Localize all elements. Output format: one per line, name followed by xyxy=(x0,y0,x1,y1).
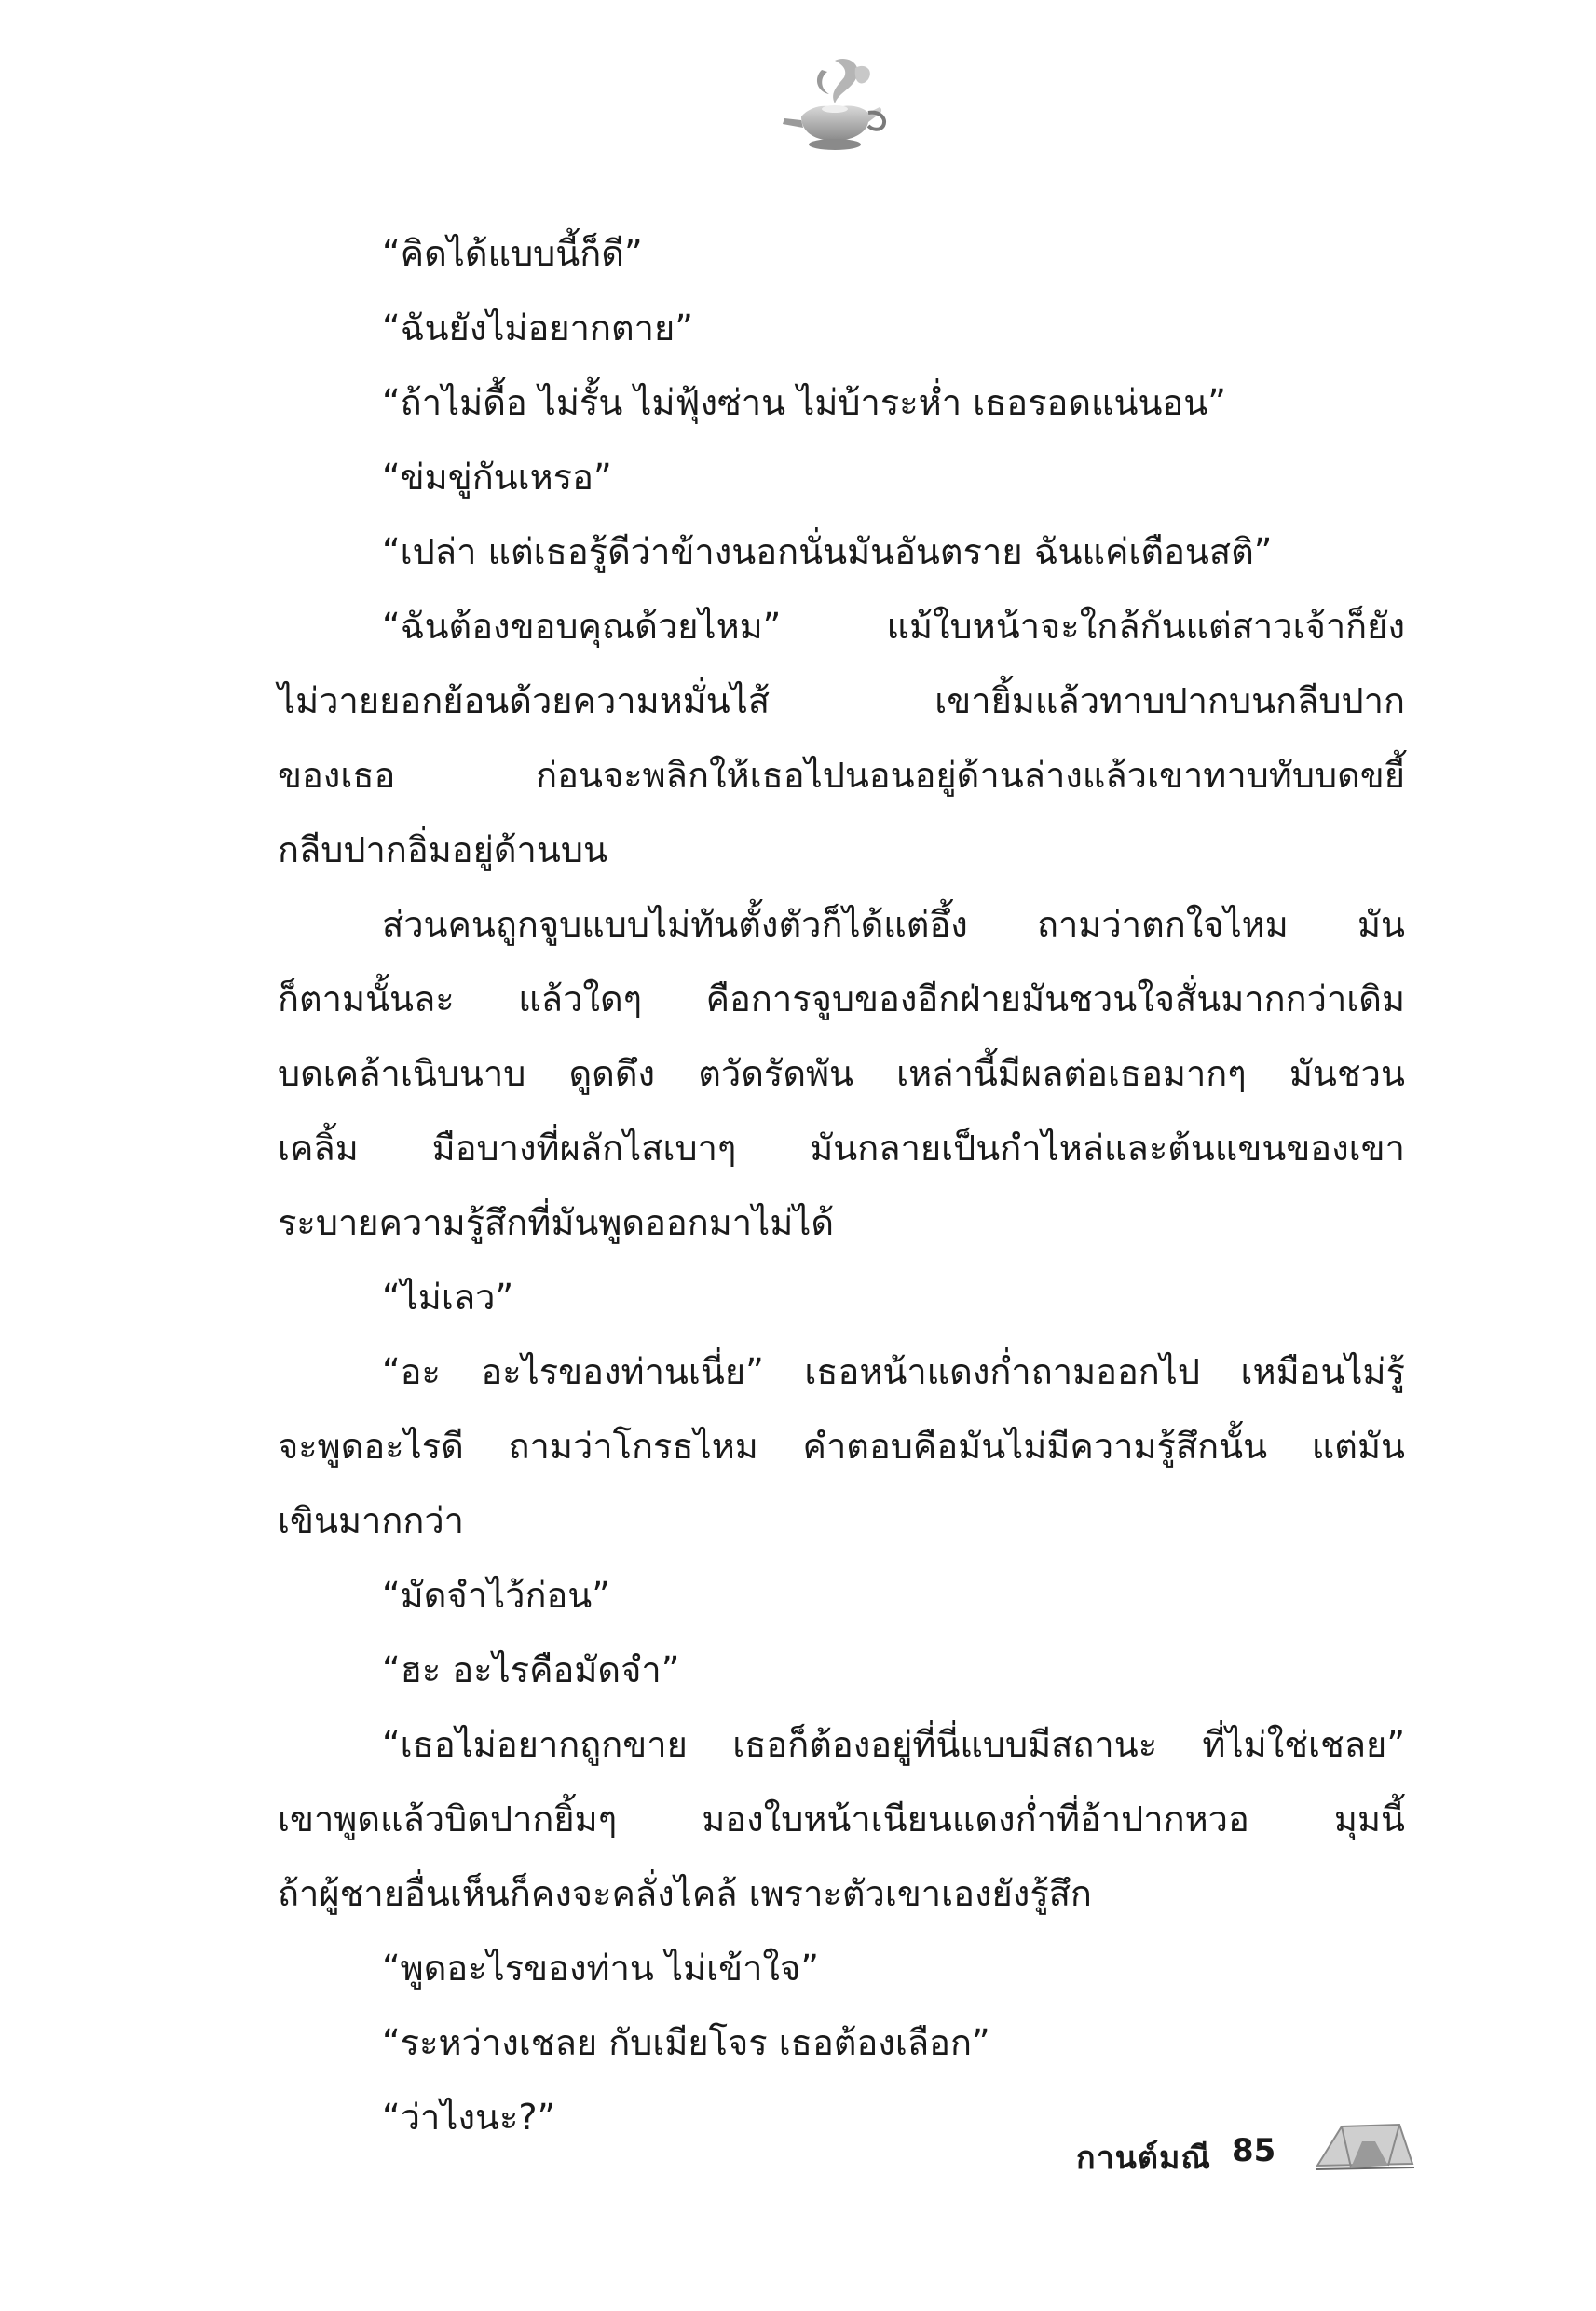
page-number: 85 xyxy=(1232,2132,1276,2169)
text-line: “มัดจำไว้ก่อน” xyxy=(382,1575,610,1616)
paragraph xyxy=(278,589,1405,887)
text-line: ก็ตามนั้นละ แล้วใดๆ คือการจูบของอีกฝ่ายมันชวนใจสั่นมากกว่าเดิม xyxy=(278,978,1405,1019)
paragraph xyxy=(278,365,1405,440)
text-line: “อะ อะไรของท่านเนี่ย” เธอหน้าแดงก่ำถามออกไป เหมือนไม่รู้ xyxy=(382,1351,1405,1392)
paragraph xyxy=(278,2005,1405,2080)
text-line: “ฉันยังไม่อยากตาย” xyxy=(382,308,693,349)
text-line: “ระหว่างเชลย กับเมียโจร เธอต้องเลือก” xyxy=(382,2022,990,2063)
text-line: กลีบปากอิ่มอยู่ด้านบน xyxy=(278,829,607,870)
text-line: ส่วนคนถูกจูบแบบไม่ทันตั้งตัวก็ได้แต่อึ้ง ถามว่าตกใจไหม มัน xyxy=(382,904,1405,945)
paragraph xyxy=(278,1260,1405,1334)
text-line: ถ้าผู้ชายอื่นเห็นก็คงจะคลั่งไคล้ เพราะตัวเขาเองยังรู้สึก xyxy=(278,1873,1092,1914)
text-line: “ว่าไงนะ?” xyxy=(382,2097,556,2138)
tent-icon xyxy=(1314,2117,1416,2173)
paragraph xyxy=(278,1633,1405,1707)
text-line: ระบายความรู้สึกที่มันพูดออกมาไม่ได้ xyxy=(278,1202,835,1243)
text-line: เขินมากกว่า xyxy=(278,1500,465,1541)
text-line: “พูดอะไรของท่าน ไม่เข้าใจ” xyxy=(382,1948,819,1989)
text-line: จะพูดอะไรดี ถามว่าโกรธไหม คำตอบคือมันไม่มีความรู้สึกนั้น แต่มัน xyxy=(278,1426,1405,1467)
text-line: ของเธอ ก่อนจะพลิกให้เธอไปนอนอยู่ด้านล่างแล้วเขาทาบทับบดขยี้ xyxy=(278,755,1405,796)
genie-lamp-icon xyxy=(764,51,904,172)
paragraph xyxy=(278,440,1405,514)
paragraph xyxy=(278,1334,1405,1558)
text-line: “ฮะ อะไรคือมัดจำ” xyxy=(382,1649,680,1690)
text-line: “เปล่า แต่เธอรู้ดีว่าข้างนอกนั่นมันอันตราย ฉันแค่เตือนสติ” xyxy=(382,531,1273,572)
paragraph xyxy=(278,1558,1405,1633)
text-line: เคลิ้ม มือบางที่ผลักไสเบาๆ มันกลายเป็นกำไหล่และต้นแขนของเขา xyxy=(278,1128,1405,1169)
paragraph xyxy=(278,1707,1405,1931)
text-line: ไม่วายยอกย้อนด้วยความหมั่นไส้ เขายิ้มแล้วทาบปากบนกลีบปาก xyxy=(278,680,1405,721)
text-line: “ถ้าไม่ดื้อ ไม่รั้น ไม่ฟุ้งซ่าน ไม่บ้าระห่ำ เธอรอดแน่นอน” xyxy=(382,382,1226,423)
paragraph xyxy=(278,1931,1405,2005)
paragraph xyxy=(278,291,1405,365)
text-line: เขาพูดแล้วบิดปากยิ้มๆ มองใบหน้าเนียนแดงก่ำที่อ้าปากหวอ มุมนี้ xyxy=(278,1798,1405,1839)
paragraph xyxy=(278,216,1405,291)
text-line: บดเคล้าเนิบนาบ ดูดดึง ตวัดรัดพัน เหล่านี้มีผลต่อเธอมากๆ มันชวน xyxy=(278,1053,1405,1094)
text-line: “ฉันต้องขอบคุณด้วยไหม” แม้ใบหน้าจะใกล้กันแต่สาวเจ้าก็ยัง xyxy=(382,606,1405,647)
page-body-text xyxy=(278,216,1405,2154)
text-line: “เธอไม่อยากถูกขาย เธอก็ต้องอยู่ที่นี่แบบมีสถานะ ที่ไม่ใช่เชลย” xyxy=(382,1724,1405,1765)
paragraph xyxy=(278,514,1405,589)
text-line: “ข่มขู่กันเหรอ” xyxy=(382,457,612,498)
text-line: “ไม่เลว” xyxy=(382,1277,514,1318)
book-title: กานต์มณี xyxy=(1076,2140,1211,2177)
text-line: “คิดได้แบบนี้ก็ดี” xyxy=(382,233,643,274)
paragraph xyxy=(278,887,1405,1260)
